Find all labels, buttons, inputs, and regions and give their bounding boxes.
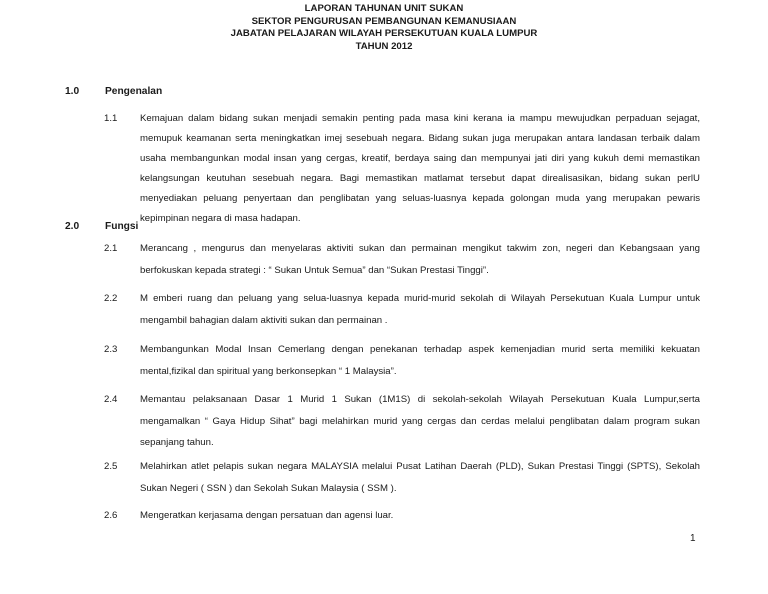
header-department: JABATAN PELAJARAN WILAYAH PERSEKUTUAN KUALA LUMPUR [230, 28, 538, 39]
item-number: 2.6 [104, 510, 118, 521]
item-number: 2.3 [104, 344, 118, 355]
section-number: 2.0 [65, 221, 80, 232]
section-number: 1.0 [65, 86, 80, 97]
item-text: M emberi ruang dan peluang yang selua-luasnya kepada murid-murid sekolah di Wilayah Persekutuan Kuala Lumpur untuk mengambil bahagian dalam aktiviti sukan dan permainan . [140, 293, 700, 326]
section-title: Fungsi [105, 221, 139, 232]
item-text: Membangunkan Modal Insan Cemerlang dengan penekanan terhadap aspek kemenjadian murid serta memiliki kekuatan mental,fizikal dan spiritual yang berkonsepkan “ 1 Malaysia”. [140, 344, 700, 377]
item-text: Kemajuan dalam bidang sukan menjadi semakin penting pada masa kini kerana ia mampu mewujudkan perpaduan sejagat, memupuk keamanan serta meningkatkan imej sesebuah negara. Bidang sukan juga merupakan antara landasan terbaik dalam usaha membangunkan modal insan yang cergas, kreatif, berdaya saing dan mempunyai jati diri yang kukuh demi memastikan kelangsungan keutuhan sesebuah negara. Bagi memastikan matlamat tersebut dapat direalisasikan, bidang sukan perlU menyediakan peluang penyertaan dan penglibatan yang seluas-luasnya kepada golongan muda yang merupakan pewaris kepimpinan negara di masa hadapan. [140, 113, 700, 224]
header-year: TAHUN 2012 [355, 40, 413, 52]
item-text: Melahirkan atlet pelapis sukan negara MALAYSIA melalui Pusat Latihan Daerah (PLD), Sukan Prestasi Tinggi (SPTS), Sekolah Sukan Negeri ( SSN ) dan Sekolah Sukan Malaysia ( SSM ). [140, 461, 700, 494]
item-text: Mengeratkan kerjasama dengan persatuan dan agensi luar. [140, 510, 394, 521]
header-report-title: LAPORAN TAHUNAN UNIT SUKAN [304, 3, 464, 14]
item-number: 1.1 [104, 113, 118, 124]
item-number: 2.2 [104, 293, 118, 304]
document-header [0, 3, 768, 53]
item-number: 2.1 [104, 243, 118, 254]
item-number: 2.5 [104, 461, 118, 472]
page-number: 1 [690, 533, 696, 544]
header-sector: SEKTOR PENGURUSAN PEMBANGUNAN KEMANUSIAAN [251, 15, 517, 27]
item-text: Memantau pelaksanaan Dasar 1 Murid 1 Sukan (1M1S) di sekolah-sekolah Wilayah Persekutuan Kuala Lumpur,serta mengamalkan “ Gaya Hidup Sihat” bagi melahirkan murid yang cergas dan cerdas melalui penglibatan dalam program sukan sepanjang tahun. [140, 394, 700, 448]
item-number: 2.4 [104, 394, 118, 405]
item-text: Merancang , mengurus dan menyelaras aktiviti sukan dan permainan mengikut takwim zon, negeri dan Kebangsaan yang berfokuskan kepada strategi : “ Sukan Untuk Semua” dan “Sukan Prestasi Tinggi”. [140, 243, 700, 276]
section-title: Pengenalan [105, 86, 163, 97]
